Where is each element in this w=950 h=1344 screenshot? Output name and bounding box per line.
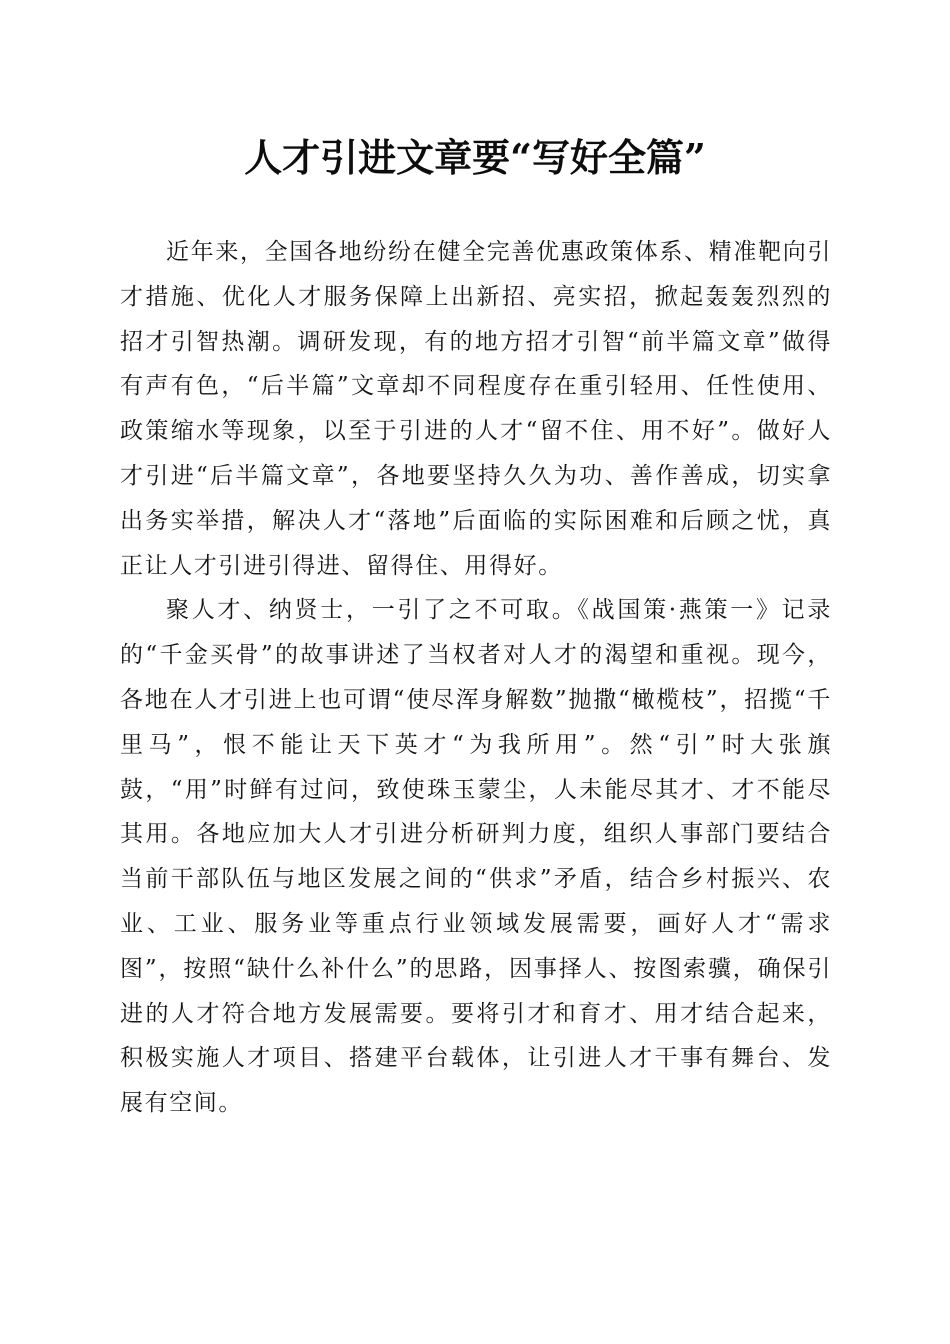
document-title: 人才引进文章要“写好全篇”: [244, 135, 706, 180]
document-body: [120, 230, 832, 1126]
paragraph-2: 聚人才、纳贤士，一引了之不可取。《战国策·燕策一》记录的“千金买骨”的故事讲述了当权者对人才的渴望和重视。现今，各地在人才引进上也可谓“使尽浑身解数”抛撒“橄榄枝”，招揽“千里马”，恨不能让天下英才“为我所用”。然“引”时大张旗鼓，“用”时鲜有过问，致使珠玉蒙尘，人未能尽其才、才不能尽其用。各地应加大人才引进分析研判力度，组织人事部门要结合当前干部队伍与地区发展之间的“供求”矛盾，结合乡村振兴、农业、工业、服务业等重点行业领域发展需要，画好人才“需求图”，按照“缺什么补什么”的思路，因事择人、按图索骥，确保引进的人才符合地方发展需要。要将引才和育才、用才结合起来，积极实施人才项目、搭建平台载体，让引进人才干事有舞台、发展有空间。: [120, 597, 832, 1117]
paragraph-1: 近年来，全国各地纷纷在健全完善优惠政策体系、精准靶向引才措施、优化人才服务保障上出新招、亮实招，掀起轰轰烈烈的招才引智热潮。调研发现，有的地方招才引智“前半篇文章”做得有声有色，“后半篇”文章却不同程度存在重引轻用、任性使用、政策缩水等现象，以至于引进的人才“留不住、用不好”。做好人才引进“后半篇文章”，各地要坚持久久为功、善作善成，切实拿出务实举措，解决人才“落地”后面临的实际困难和后顾之忧，真正让人才引进引得进、留得住、用得好。: [120, 239, 832, 579]
